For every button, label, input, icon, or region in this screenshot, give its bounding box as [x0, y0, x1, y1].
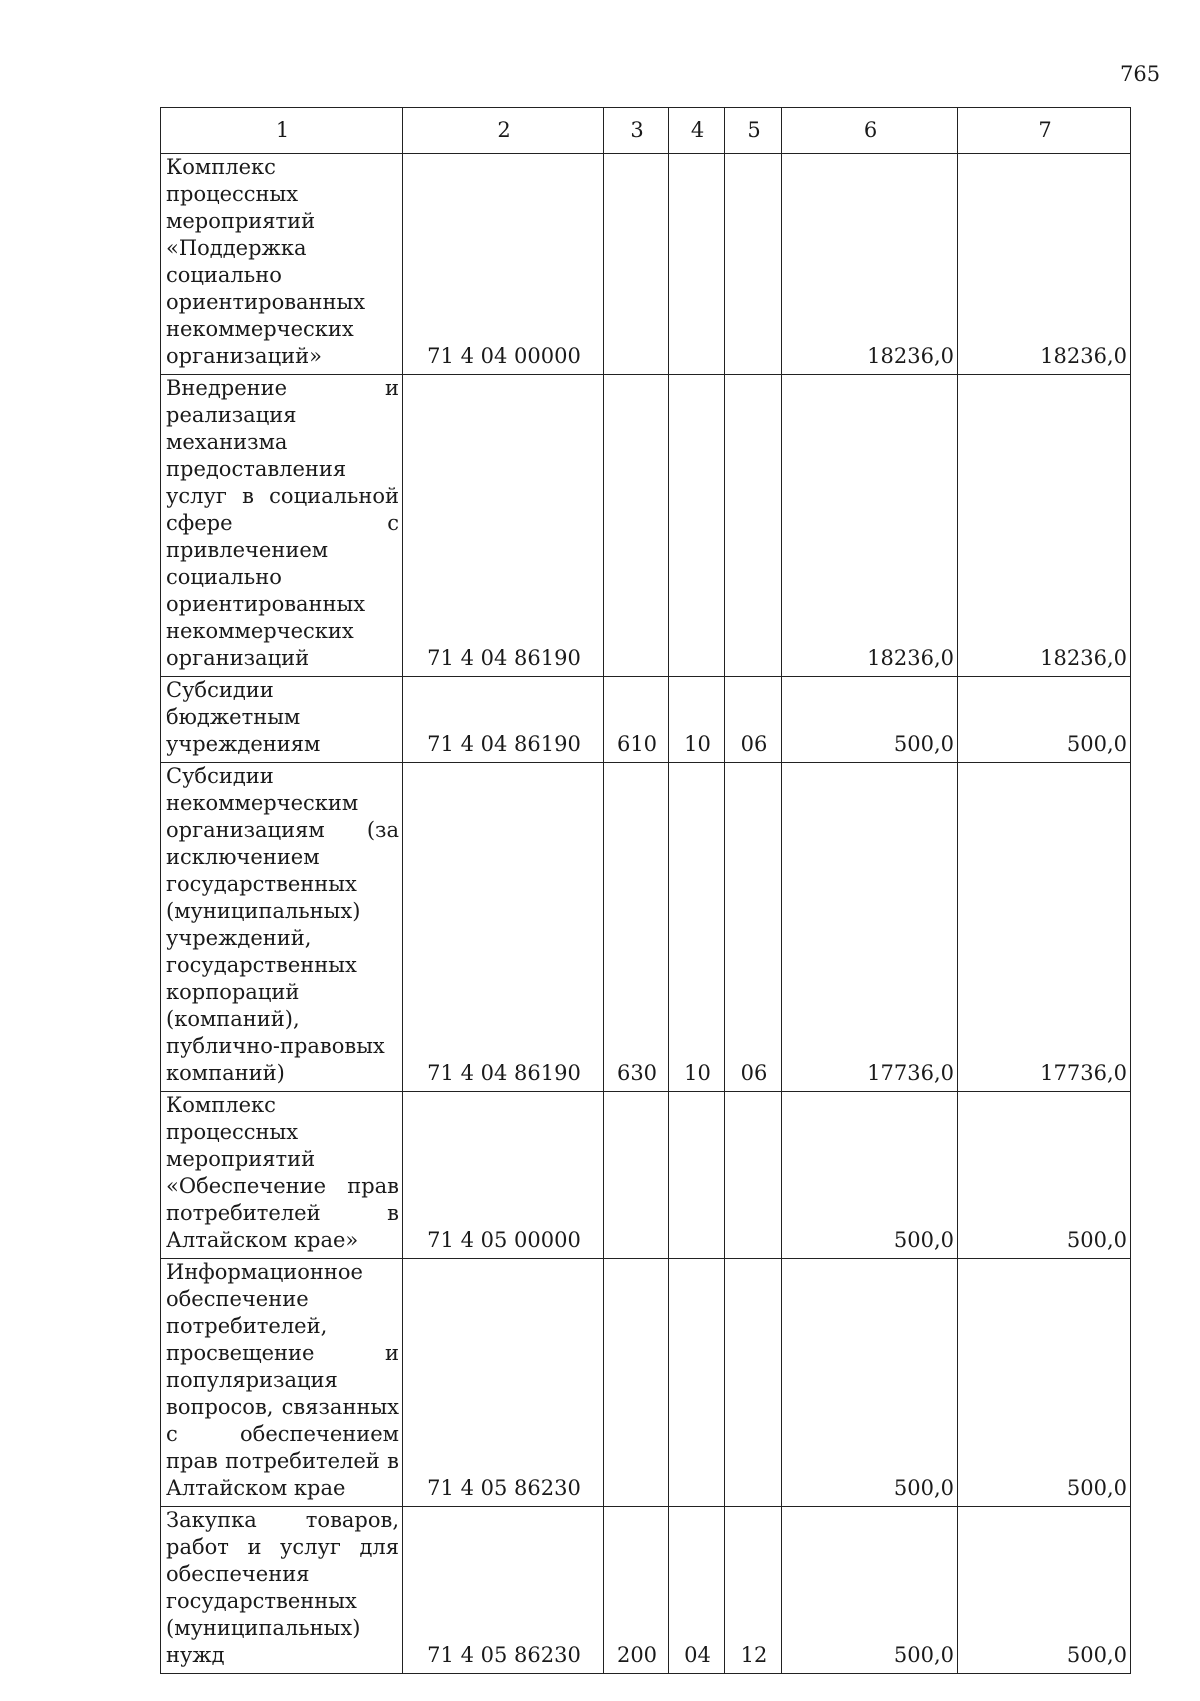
row-col-3: [604, 375, 669, 677]
header-col-2: 2: [403, 108, 604, 154]
row-col-6: 500,0: [782, 677, 958, 763]
row-col-5: [725, 154, 782, 375]
table-row: [161, 154, 1131, 375]
row-col-3: 630: [604, 763, 669, 1092]
row-code: 71 4 04 86190: [403, 375, 604, 677]
row-code: 71 4 04 86190: [403, 677, 604, 763]
header-col-7: 7: [958, 108, 1131, 154]
row-col-4: [669, 154, 725, 375]
row-name: Субсидии бюджетным учреждениям: [161, 677, 403, 763]
table-row: [161, 763, 1131, 1092]
row-col-6: 18236,0: [782, 375, 958, 677]
row-name: Субсидии некоммерческим организациям (за исключением государственных (муниципальных) учреждений, государственных корпораций (компаний), публично-правовых компаний): [161, 763, 403, 1092]
row-code: 71 4 05 86230: [403, 1507, 604, 1674]
row-name: Закупка товаров, работ и услуг для обеспечения государственных (муниципальных) нужд: [161, 1507, 403, 1674]
row-col-6: 18236,0: [782, 154, 958, 375]
row-col-7: 18236,0: [958, 375, 1131, 677]
row-col-7: 500,0: [958, 1092, 1131, 1259]
row-col-7: 500,0: [958, 1259, 1131, 1507]
table-header-row: [161, 108, 1131, 154]
row-name: Комплекс процессных мероприятий «Обеспечение прав потребителей в Алтайском крае»: [161, 1092, 403, 1259]
row-col-6: 500,0: [782, 1092, 958, 1259]
budget-table: [160, 107, 1131, 1674]
row-code: 71 4 05 00000: [403, 1092, 604, 1259]
row-col-3: [604, 1092, 669, 1259]
table-row: [161, 375, 1131, 677]
row-name: Комплекс процессных мероприятий «Поддержка социально ориентированных некоммерческих организаций»: [161, 154, 403, 375]
row-col-7: 500,0: [958, 677, 1131, 763]
row-col-7: 17736,0: [958, 763, 1131, 1092]
table-row: [161, 1507, 1131, 1674]
header-col-4: 4: [669, 108, 725, 154]
row-col-3: [604, 154, 669, 375]
row-col-5: 06: [725, 677, 782, 763]
row-name: Информационное обеспечение потребителей, просвещение и популяризация вопросов, связанных с обеспечением прав потребителей в Алтайском крае: [161, 1259, 403, 1507]
header-col-3: 3: [604, 108, 669, 154]
row-col-6: 500,0: [782, 1507, 958, 1674]
row-code: 71 4 05 86230: [403, 1259, 604, 1507]
page-number: 765: [1120, 62, 1161, 86]
row-col-5: 06: [725, 763, 782, 1092]
row-col-4: 10: [669, 677, 725, 763]
table-row: [161, 1092, 1131, 1259]
row-col-5: [725, 1092, 782, 1259]
row-col-4: [669, 1259, 725, 1507]
row-col-6: 500,0: [782, 1259, 958, 1507]
header-col-1: 1: [161, 108, 403, 154]
row-col-7: 18236,0: [958, 154, 1131, 375]
row-col-3: 610: [604, 677, 669, 763]
row-code: 71 4 04 00000: [403, 154, 604, 375]
row-name: Внедрение и реализация механизма предоставления услуг в социальной сфере с привлечением социально ориентированных некоммерческих организаций: [161, 375, 403, 677]
table-row: [161, 677, 1131, 763]
row-col-3: [604, 1259, 669, 1507]
table-row: [161, 1259, 1131, 1507]
row-col-4: [669, 1092, 725, 1259]
row-col-6: 17736,0: [782, 763, 958, 1092]
row-col-4: 10: [669, 763, 725, 1092]
header-col-6: 6: [782, 108, 958, 154]
header-col-5: 5: [725, 108, 782, 154]
row-col-5: 12: [725, 1507, 782, 1674]
row-col-7: 500,0: [958, 1507, 1131, 1674]
row-col-4: [669, 375, 725, 677]
row-col-4: 04: [669, 1507, 725, 1674]
row-code: 71 4 04 86190: [403, 763, 604, 1092]
row-col-5: [725, 1259, 782, 1507]
row-col-3: 200: [604, 1507, 669, 1674]
row-col-5: [725, 375, 782, 677]
